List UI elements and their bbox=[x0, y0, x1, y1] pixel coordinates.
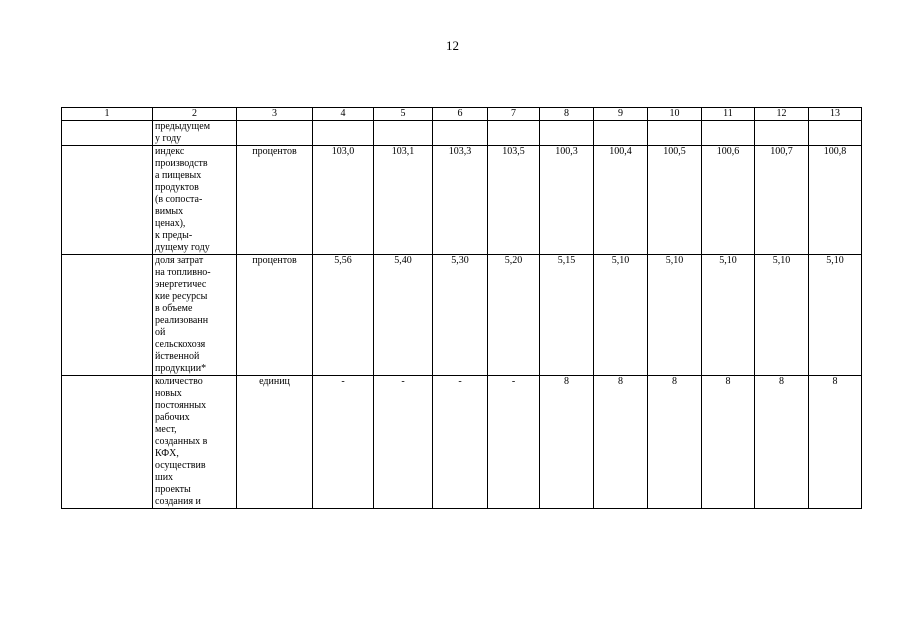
indicator-text-line: у году bbox=[155, 133, 182, 144]
value-cell: 103,0 bbox=[313, 146, 374, 255]
unit-cell bbox=[237, 121, 313, 146]
unit-cell: процентов bbox=[237, 146, 313, 255]
row-number-cell bbox=[62, 121, 153, 146]
column-header-7: 7 bbox=[488, 108, 540, 121]
value-cell bbox=[374, 121, 433, 146]
indicator-text-line: проекты bbox=[155, 484, 191, 495]
indicator-text-line: сельскохозя bbox=[155, 339, 206, 350]
value-cell bbox=[755, 121, 809, 146]
page-number: 12 bbox=[446, 38, 459, 53]
indicator-text-line: ших bbox=[155, 472, 174, 483]
value-cell: 103,5 bbox=[488, 146, 540, 255]
indicator-text-line: кие ресурсы bbox=[155, 291, 208, 302]
indicator-cell bbox=[153, 255, 237, 376]
indicator-text-line: количество bbox=[155, 376, 203, 387]
indicator-text-line: продуктов bbox=[155, 182, 199, 193]
value-cell bbox=[313, 121, 374, 146]
value-cell bbox=[433, 121, 488, 146]
value-cell: 5,10 bbox=[594, 255, 648, 376]
value-cell: 8 bbox=[809, 376, 862, 509]
indicator-cell bbox=[153, 376, 237, 509]
indicator-text-line: мест, bbox=[155, 424, 177, 435]
indicator-text-line: на топливно- bbox=[155, 267, 211, 278]
indicator-text-line: (в сопоста- bbox=[155, 194, 203, 205]
value-cell bbox=[809, 121, 862, 146]
column-header-13: 13 bbox=[809, 108, 862, 121]
value-cell: 5,40 bbox=[374, 255, 433, 376]
indicator-text-line: рабочих bbox=[155, 412, 190, 423]
value-cell bbox=[648, 121, 702, 146]
value-cell: - bbox=[488, 376, 540, 509]
table-row bbox=[62, 255, 862, 376]
column-header-8: 8 bbox=[540, 108, 594, 121]
row-number-cell bbox=[62, 146, 153, 255]
value-cell: 5,10 bbox=[755, 255, 809, 376]
value-cell: 5,10 bbox=[648, 255, 702, 376]
column-header-2: 2 bbox=[153, 108, 237, 121]
column-header-6: 6 bbox=[433, 108, 488, 121]
column-header-9: 9 bbox=[594, 108, 648, 121]
column-header-1: 1 bbox=[62, 108, 153, 121]
value-cell: 8 bbox=[540, 376, 594, 509]
value-cell: 100,4 bbox=[594, 146, 648, 255]
value-cell bbox=[488, 121, 540, 146]
indicator-text-line: постоянных bbox=[155, 400, 207, 411]
column-header-4: 4 bbox=[313, 108, 374, 121]
indicator-text-line: дущему году bbox=[155, 242, 210, 253]
value-cell: 8 bbox=[755, 376, 809, 509]
value-cell: 5,10 bbox=[702, 255, 755, 376]
value-cell: 5,15 bbox=[540, 255, 594, 376]
value-cell: 5,56 bbox=[313, 255, 374, 376]
value-cell: 100,8 bbox=[809, 146, 862, 255]
value-cell: 5,30 bbox=[433, 255, 488, 376]
value-cell: - bbox=[433, 376, 488, 509]
value-cell: 8 bbox=[702, 376, 755, 509]
value-cell: 8 bbox=[648, 376, 702, 509]
indicator-text-line: энергетичес bbox=[155, 279, 207, 290]
indicator-text-line: осуществив bbox=[155, 460, 206, 471]
value-cell bbox=[540, 121, 594, 146]
indicator-text-line: доля затрат bbox=[155, 255, 204, 266]
value-cell: 100,5 bbox=[648, 146, 702, 255]
indicator-text-line: реализованн bbox=[155, 315, 209, 326]
value-cell: - bbox=[313, 376, 374, 509]
unit-cell: единиц bbox=[237, 376, 313, 509]
indicator-text-line: ой bbox=[155, 327, 166, 338]
column-header-5: 5 bbox=[374, 108, 433, 121]
table-row bbox=[62, 121, 862, 146]
row-number-cell bbox=[62, 255, 153, 376]
value-cell: 8 bbox=[594, 376, 648, 509]
table-header-row bbox=[62, 108, 862, 121]
value-cell: 100,3 bbox=[540, 146, 594, 255]
indicator-text-line: ценах), bbox=[155, 218, 186, 229]
value-cell bbox=[702, 121, 755, 146]
indicator-text-line: йственной bbox=[155, 351, 200, 362]
column-header-3: 3 bbox=[237, 108, 313, 121]
indicator-text-line: в объеме bbox=[155, 303, 193, 314]
indicators-table bbox=[61, 107, 862, 509]
value-cell: 100,7 bbox=[755, 146, 809, 255]
value-cell bbox=[594, 121, 648, 146]
indicator-text-line: предыдущем bbox=[155, 121, 211, 132]
indicator-text-line: а пищевых bbox=[155, 170, 202, 181]
column-header-12: 12 bbox=[755, 108, 809, 121]
unit-cell: процентов bbox=[237, 255, 313, 376]
indicator-text-line: КФХ, bbox=[155, 448, 179, 459]
value-cell: - bbox=[374, 376, 433, 509]
indicator-text-line: продукции* bbox=[155, 363, 207, 374]
value-cell: 100,6 bbox=[702, 146, 755, 255]
table-row bbox=[62, 146, 862, 255]
column-header-11: 11 bbox=[702, 108, 755, 121]
indicator-text-line: созданных в bbox=[155, 436, 208, 447]
indicator-text-line: к преды- bbox=[155, 230, 193, 241]
indicator-text-line: новых bbox=[155, 388, 182, 399]
table-row bbox=[62, 376, 862, 509]
column-header-10: 10 bbox=[648, 108, 702, 121]
table-body bbox=[62, 108, 862, 509]
indicator-cell bbox=[153, 121, 237, 146]
row-number-cell bbox=[62, 376, 153, 509]
indicator-cell bbox=[153, 146, 237, 255]
value-cell: 5,20 bbox=[488, 255, 540, 376]
indicator-text-line: вимых bbox=[155, 206, 184, 217]
value-cell: 103,3 bbox=[433, 146, 488, 255]
value-cell: 5,10 bbox=[809, 255, 862, 376]
indicator-text-line: индекс bbox=[155, 146, 185, 157]
value-cell: 103,1 bbox=[374, 146, 433, 255]
indicator-text-line: производств bbox=[155, 158, 208, 169]
indicator-text-line: создания и bbox=[155, 496, 201, 507]
